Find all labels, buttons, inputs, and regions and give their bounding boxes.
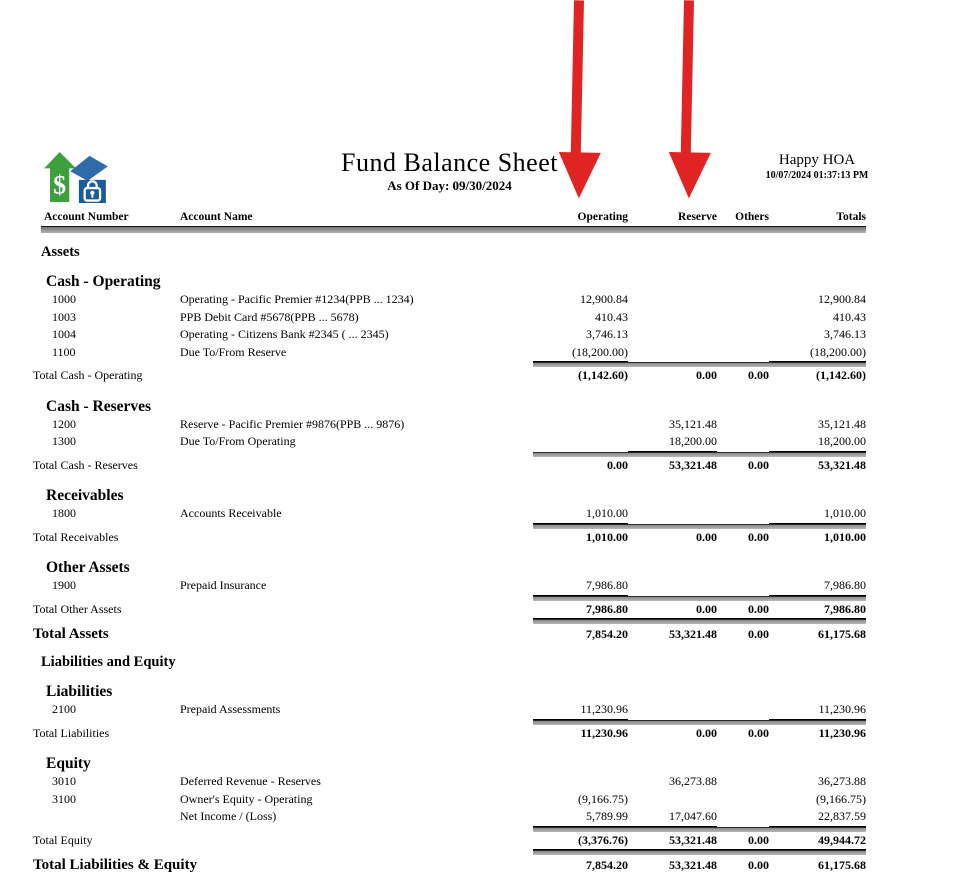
operating-value-cell: 5,789.99: [533, 808, 628, 827]
totals-value-cell: 7,986.80: [769, 577, 866, 596]
total-label-cell: Total Other Assets: [33, 601, 122, 616]
reserve-value-cell: [628, 309, 717, 327]
others-value-cell: [717, 344, 769, 363]
account-number-cell: 1200: [52, 416, 76, 431]
account-name-cell: Prepaid Insurance: [180, 578, 267, 592]
totals-value-cell: 11,230.96: [769, 701, 866, 720]
others-value-cell: 0.00: [748, 368, 769, 382]
reserve-value-cell: [628, 326, 717, 344]
others-value-cell: 0.00: [748, 627, 769, 641]
account-number-cell: 1300: [52, 434, 76, 448]
totals-value-cell: 22,837.59: [769, 808, 866, 827]
totals-value-cell: 35,121.48: [818, 416, 866, 431]
col-header-others: Others: [735, 211, 769, 223]
reserve-value-cell: [628, 505, 717, 524]
reserve-value-cell: [628, 291, 717, 309]
red-arrow-head: [558, 152, 601, 199]
totals-value-cell: 36,273.88: [818, 774, 866, 788]
column-header-row: [33, 210, 866, 225]
operating-value-cell: [533, 416, 628, 434]
reserve-value-cell: 0.00: [628, 601, 717, 620]
operating-value-cell: 410.43: [595, 309, 628, 324]
total-row: [33, 832, 866, 850]
detail-row: [33, 344, 866, 362]
account-name-cell: Accounts Receivable: [180, 506, 282, 520]
reserve-value-cell: 53,321.48: [669, 858, 717, 872]
group-heading-label: Cash - Reserves: [46, 397, 152, 415]
total-rule-bar: [533, 619, 866, 624]
section-heading-label: Liabilities and Equity: [41, 654, 176, 670]
others-value-cell: [717, 416, 769, 434]
total-label-cell: Total Liabilities: [33, 725, 110, 740]
operating-value-cell: 12,900.84: [580, 292, 628, 306]
reserve-value-cell: 0.00: [696, 725, 717, 740]
totals-value-cell: 61,175.68: [818, 858, 866, 872]
operating-value-cell: [533, 773, 628, 791]
totals-value-cell: 7,986.80: [769, 601, 866, 620]
totals-value-cell: (18,200.00): [769, 344, 866, 363]
operating-value-cell: 11,230.96: [580, 725, 628, 740]
group-heading-label: Other Assets: [46, 559, 130, 576]
totals-value-cell: 53,321.48: [818, 457, 866, 472]
account-number-cell: 1004: [52, 327, 76, 341]
group-heading-label: Equity: [46, 755, 91, 772]
account-number-cell: 3100: [52, 791, 76, 806]
group-heading-label: Receivables: [46, 487, 124, 504]
col-header-operating: Operating: [577, 211, 628, 223]
group-heading: [33, 487, 866, 505]
detail-row: [33, 309, 866, 327]
detail-row: [33, 577, 866, 595]
section-heading-label: Assets: [41, 244, 80, 260]
account-name-cell: Owner's Equity - Operating: [180, 791, 313, 806]
totals-value-cell: (1,142.60): [816, 368, 866, 382]
operating-value-cell: 7,854.20: [586, 627, 628, 641]
operating-value-cell: 1,010.00: [533, 505, 628, 524]
reserve-value-cell: 35,121.48: [669, 416, 717, 431]
reserve-value-cell: [628, 344, 717, 363]
account-name-cell: Due To/From Operating: [180, 434, 296, 448]
account-name-cell: Operating - Pacific Premier #1234(PPB ... 1234): [180, 292, 414, 306]
others-value-cell: 0.00: [717, 832, 769, 851]
operating-value-cell: [533, 433, 628, 452]
total-label-cell: Total Cash - Reserves: [33, 457, 138, 472]
report-subtitle: As Of Day: 09/30/2024: [387, 178, 512, 193]
detail-row: [33, 433, 866, 451]
total-label-cell: Total Assets: [33, 626, 109, 642]
detail-row: [33, 701, 866, 719]
totals-value-cell: 12,900.84: [818, 292, 866, 306]
total-label-cell: Total Liabilities & Equity: [33, 857, 198, 873]
others-value-cell: 0.00: [748, 858, 769, 872]
detail-row: [33, 291, 866, 309]
red-arrow-shaft: [571, 0, 584, 156]
totals-value-cell: 1,010.00: [824, 529, 866, 544]
others-value-cell: [717, 791, 769, 809]
col-header-reserve: Reserve: [678, 211, 717, 223]
report-title: Fund Balance Sheet: [341, 148, 558, 177]
print-timestamp: 10/07/2024 01:37:13 PM: [765, 170, 869, 181]
operating-value-cell: 3,746.13: [586, 327, 628, 341]
operating-value-cell: (9,166.75): [578, 791, 628, 806]
totals-value-cell: 410.43: [833, 309, 866, 324]
total-label-cell: Total Receivables: [33, 529, 119, 544]
others-value-cell: [717, 808, 769, 827]
operating-value-cell: (1,142.60): [578, 368, 628, 382]
account-number-cell: 1900: [52, 578, 76, 592]
red-arrow-shaft: [681, 0, 694, 156]
operating-value-cell: 1,010.00: [586, 529, 628, 544]
col-header-account-number: Account Number: [44, 211, 129, 223]
account-number-cell: [33, 808, 178, 827]
total-row: [33, 529, 866, 547]
account-number-cell: 2100: [52, 702, 76, 716]
group-heading: [33, 398, 866, 416]
reserve-value-cell: [628, 701, 717, 720]
operating-value-cell: (3,376.76): [533, 832, 628, 851]
group-heading-label: Liabilities: [46, 683, 113, 700]
grand-row: [33, 856, 866, 874]
account-number-cell: 3010: [52, 774, 76, 788]
detail-row: [33, 773, 866, 791]
detail-row: [33, 505, 866, 523]
operating-value-cell: 0.00: [607, 457, 628, 472]
others-value-cell: [717, 291, 769, 309]
totals-value-cell: 18,200.00: [769, 433, 866, 452]
svg-text:$: $: [53, 170, 67, 200]
others-value-cell: [717, 773, 769, 791]
reserve-value-cell: 53,321.48: [669, 627, 717, 641]
title-block: [33, 148, 866, 194]
account-number-cell: 1000: [52, 292, 76, 306]
reserve-value-cell: 53,321.48: [669, 457, 717, 472]
total-row: [33, 367, 866, 385]
others-value-cell: [717, 309, 769, 327]
account-name-cell: PPB Debit Card #5678(PPB ... 5678): [180, 309, 359, 324]
account-name-cell: Deferred Revenue - Reserves: [180, 774, 321, 788]
section-heading: [33, 654, 866, 670]
reserve-value-cell: 17,047.60: [628, 808, 717, 827]
header-rule-bar: [41, 226, 866, 233]
totals-value-cell: 49,944.72: [769, 832, 866, 851]
total-label-cell: Total Cash - Operating: [33, 368, 143, 382]
reserve-value-cell: 53,321.48: [628, 832, 717, 851]
detail-row: [33, 326, 866, 344]
others-value-cell: [717, 433, 769, 452]
operating-value-cell: 7,986.80: [533, 601, 628, 620]
fund-balance-sheet-report: [33, 148, 869, 874]
totals-value-cell: 3,746.13: [824, 327, 866, 341]
others-value-cell: 0.00: [748, 529, 769, 544]
total-rule-bar: [533, 850, 866, 855]
reserve-value-cell: 18,200.00: [628, 433, 717, 452]
company-block: [762, 152, 872, 182]
account-name-cell: Reserve - Pacific Premier #9876(PPB ... 9876): [180, 416, 405, 431]
group-heading: [33, 559, 866, 577]
total-row: [33, 457, 866, 475]
group-heading: [33, 755, 866, 773]
detail-row: [33, 808, 866, 826]
group-heading: [33, 273, 866, 291]
others-value-cell: 0.00: [748, 457, 769, 472]
others-value-cell: [717, 505, 769, 524]
reserve-value-cell: [628, 791, 717, 809]
total-label-cell: Total Equity: [33, 832, 93, 847]
account-name-cell: Due To/From Reserve: [180, 344, 287, 359]
grand-row: [33, 625, 866, 643]
report-body: [33, 244, 866, 874]
total-row: [33, 725, 866, 743]
others-value-cell: [717, 326, 769, 344]
others-value-cell: 0.00: [717, 601, 769, 620]
account-name-cell: Prepaid Assessments: [180, 702, 281, 716]
red-arrow-head: [668, 152, 711, 199]
others-value-cell: [717, 701, 769, 720]
others-value-cell: [717, 577, 769, 596]
total-row: [33, 601, 866, 619]
detail-row: [33, 416, 866, 434]
operating-value-cell: (18,200.00): [533, 344, 628, 363]
reserve-value-cell: 0.00: [696, 529, 717, 544]
account-number-cell: 1100: [52, 344, 76, 359]
totals-value-cell: 1,010.00: [769, 505, 866, 524]
detail-row: [33, 791, 866, 809]
section-heading: [33, 244, 866, 260]
account-name-cell: Operating - Citizens Bank #2345 ( ... 2345): [180, 327, 389, 341]
operating-value-cell: 7,986.80: [533, 577, 628, 596]
reserve-value-cell: 36,273.88: [669, 774, 717, 788]
reserve-value-cell: [628, 577, 717, 596]
report-header: [33, 148, 869, 208]
others-value-cell: 0.00: [748, 725, 769, 740]
totals-value-cell: 61,175.68: [818, 627, 866, 641]
totals-value-cell: 11,230.96: [818, 725, 866, 740]
group-heading: [33, 683, 866, 701]
group-heading-label: Cash - Operating: [46, 273, 161, 290]
totals-value-cell: (9,166.75): [816, 791, 866, 806]
operating-value-cell: 7,854.20: [586, 858, 628, 872]
account-name-cell: Net Income / (Loss): [180, 809, 277, 823]
reserve-value-cell: 0.00: [696, 368, 717, 382]
company-name: Happy HOA: [778, 152, 856, 168]
col-header-totals: Totals: [836, 211, 866, 223]
account-number-cell: 1003: [52, 309, 76, 324]
col-header-account-name: Account Name: [180, 211, 253, 223]
account-number-cell: 1800: [52, 506, 76, 520]
operating-value-cell: 11,230.96: [533, 701, 628, 720]
